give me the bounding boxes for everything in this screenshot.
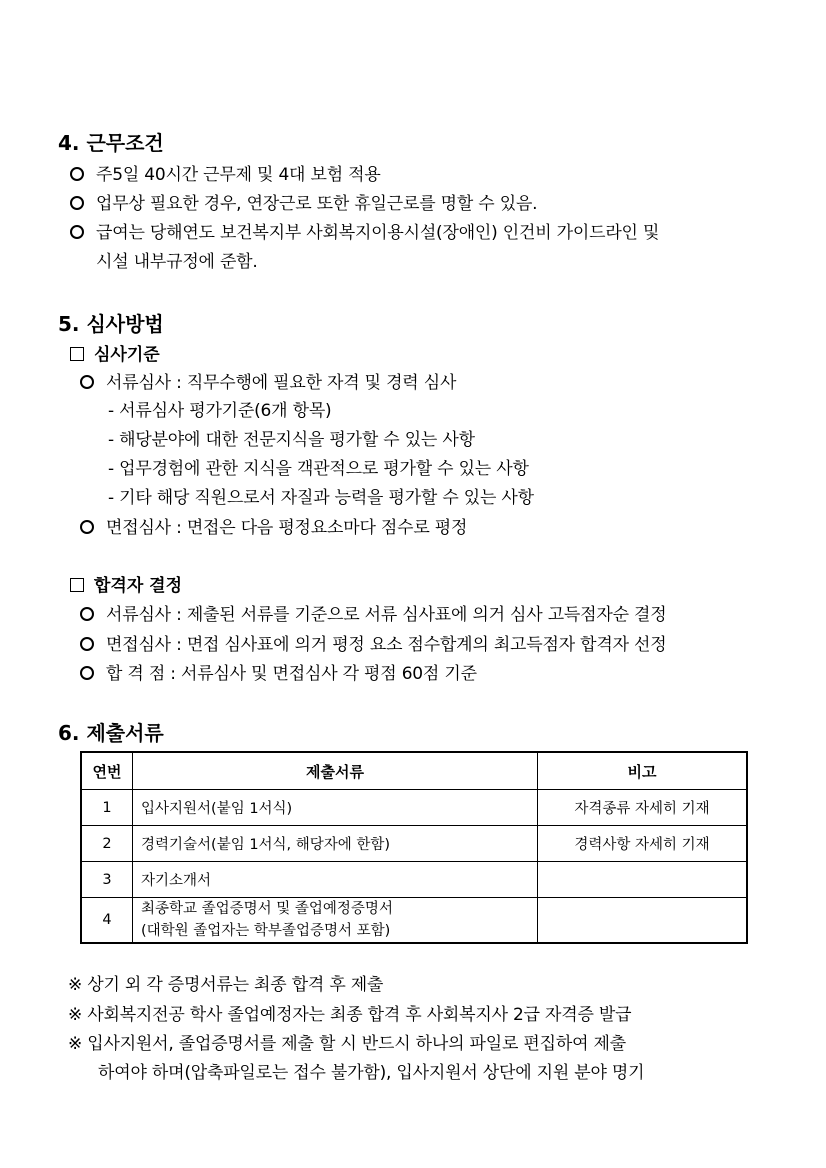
circle-bullet-icon — [80, 637, 94, 651]
row-document: 자기소개서 — [133, 862, 538, 898]
note-line: ※ 사회복지전공 학사 졸업예정자는 최종 합격 후 사회복지사 2급 자격증 발급 — [68, 1005, 632, 1025]
circle-bullet-icon — [70, 196, 84, 210]
section-6-title: 6. 제출서류 — [58, 721, 164, 745]
section-4-item: 업무상 필요한 경우, 연장근로 또한 휴일근로를 명할 수 있음. — [70, 189, 537, 214]
section-4-title: 4. 근무조건 — [58, 131, 164, 155]
circle-bullet-icon — [70, 225, 84, 239]
row-number: 1 — [81, 790, 133, 826]
documents-table — [80, 751, 748, 944]
table-row — [81, 826, 747, 862]
row-document: 입사지원서(붙임 1서식) — [133, 790, 538, 826]
section-4-item: 주5일 40시간 근무제 및 4대 보험 적용 — [70, 160, 381, 185]
decision-item: 합 격 점 : 서류심사 및 면접심사 각 평점 60점 기준 — [80, 659, 477, 684]
table-row — [81, 790, 747, 826]
section-4-item-continued: 시설 내부규정에 준함. — [96, 252, 258, 272]
table-header-row — [81, 752, 747, 790]
decision-item: 면접심사 : 면접 심사표에 의거 평정 요소 점수합계의 최고득점자 합격자 선정 — [80, 630, 666, 655]
row-remark: 경력사항 자세히 기재 — [538, 826, 748, 862]
checkbox-square-icon — [70, 578, 84, 592]
doc-review-sub-item: - 업무경험에 관한 지식을 객관적으로 평가할 수 있는 사항 — [108, 459, 529, 479]
section-4-item: 급여는 당해연도 보건복지부 사회복지이용시설(장애인) 인건비 가이드라인 및 — [70, 218, 659, 243]
interview-line: 면접심사 : 면접은 다음 평정요소마다 점수로 평정 — [80, 513, 467, 538]
row-number: 2 — [81, 826, 133, 862]
decision-subtitle: 합격자 결정 — [70, 571, 182, 596]
table-row — [81, 862, 747, 898]
header-remark: 비고 — [538, 752, 748, 790]
doc-review-sub-item: - 해당분야에 대한 전문지식을 평가할 수 있는 사항 — [108, 430, 475, 450]
row-document-line2: (대학원 졸업자는 학부졸업증명서 포함) — [141, 923, 391, 939]
row-remark: 자격종류 자세히 기재 — [538, 790, 748, 826]
section-5-title: 5. 심사방법 — [58, 312, 164, 336]
row-document: 경력기술서(붙임 1서식, 해당자에 한함) — [133, 826, 538, 862]
circle-bullet-icon — [80, 375, 94, 389]
doc-review-sub-item: - 기타 해당 직원으로서 자질과 능력을 평가할 수 있는 사항 — [108, 488, 534, 508]
row-number: 4 — [81, 898, 133, 944]
checkbox-square-icon — [70, 347, 84, 361]
criteria-subtitle: 심사기준 — [70, 340, 160, 365]
doc-review-sub-item: - 서류심사 평가기준(6개 항목) — [108, 401, 332, 421]
circle-bullet-icon — [80, 666, 94, 680]
note-line-continued: 하여야 하며(압축파일로는 접수 불가함), 입사지원서 상단에 지원 분야 명기 — [98, 1063, 645, 1083]
circle-bullet-icon — [80, 520, 94, 534]
header-document: 제출서류 — [133, 752, 538, 790]
row-remark — [538, 898, 748, 944]
circle-bullet-icon — [80, 607, 94, 621]
row-document-line1: 최종학교 졸업증명서 및 졸업예정증명서 — [141, 901, 393, 917]
header-number: 연번 — [81, 752, 133, 790]
note-line: ※ 상기 외 각 증명서류는 최종 합격 후 제출 — [68, 975, 384, 995]
circle-bullet-icon — [70, 167, 84, 181]
note-line: ※ 입사지원서, 졸업증명서를 제출 할 시 반드시 하나의 파일로 편집하여 제출 — [68, 1034, 626, 1054]
table-row — [81, 898, 747, 944]
row-document — [133, 898, 538, 944]
row-number: 3 — [81, 862, 133, 898]
doc-review-line: 서류심사 : 직무수행에 필요한 자격 및 경력 심사 — [80, 368, 456, 393]
row-remark — [538, 862, 748, 898]
decision-item: 서류심사 : 제출된 서류를 기준으로 서류 심사표에 의거 심사 고득점자순 결정 — [80, 600, 666, 625]
